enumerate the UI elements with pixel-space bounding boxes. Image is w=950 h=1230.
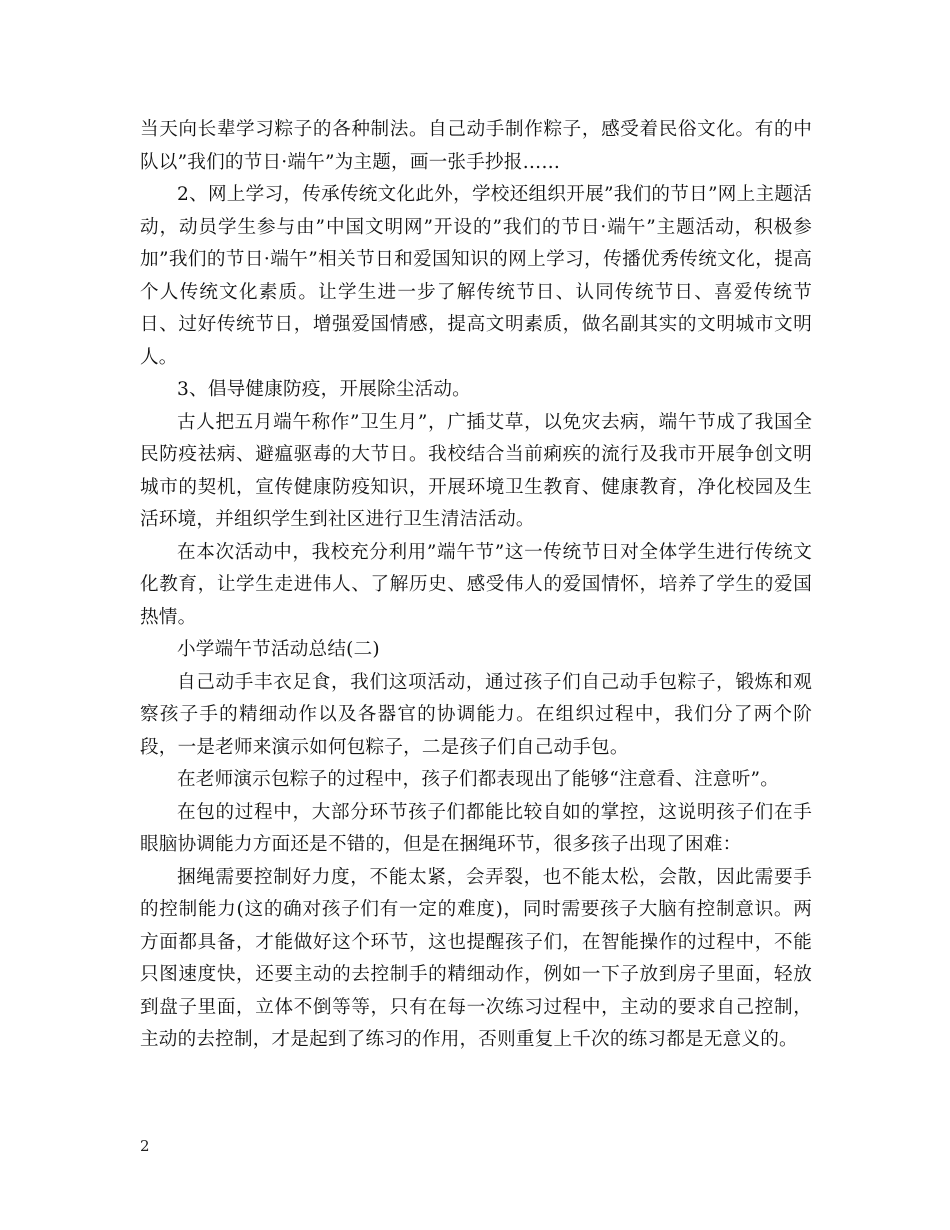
paragraph-process: 在包的过程中，大部分环节孩子们都能比较自如的掌控，这说明孩子们在手眼脑协调能力方面还是不错的，但是在捆绳环节，很多孩子出现了困难： [140,801,812,855]
paragraph-demo: 在老师演示包粽子的过程中，孩子们都表现出了能够“注意看、注意听”。 [177,769,780,790]
paragraph-rope-tying: 捆绳需要控制好力度，不能太紧，会弄裂，也不能太松，会散，因此需要手的控制能力(这的确对孩子们有一定的难度)，同时需要孩子大脑有控制意识。两方面都具备，才能做好这个环节，这也提醒孩子们，在智能操作的过程中，不能只图速度快，还要主动的去控制手的精细动作，例如一下子放到房子里面，轻放到盘子里面，立体不倒等等，只有在每一次练习过程中，主动的要求自己控制，主动的去控制，才是起到了练习的作用，否则重复上千次的练习都是无意义的。 [140,866,812,1050]
paragraph-online-learning: 2、网上学习，传承传统文化此外，学校还组织开展”我们的节日”网上主题活动，动员学生参与由”中国文明网”开设的”我们的节日·端午”主题活动，积极参加”我们的节日·端午”相关节日和爱国知识的网上学习，传播优秀传统文化，提高个人传统文化素质。让学生进一步了解传统节日、认同传统节日、喜爱传统节日、过好传统节日，增强爱国情感，提高文明素质，做名副其实的文明城市文明人。 [140,184,812,368]
page-number: 2 [140,1137,150,1155]
body-text [140,114,812,1057]
paragraph-health-heading: 3、倡导健康防疫，开展除尘活动。 [177,379,471,400]
paragraph-conclusion: 在本次活动中，我校充分利用”端午节”这一传统节日对全体学生进行传统文化教育，让学生走进伟人、了解历史、感受伟人的爱国情怀，培养了学生的爱国热情。 [140,541,812,628]
paragraph-health-body: 古人把五月端午称作”卫生月”，广插艾草，以免灾去病，端午节成了我国全民防疫祛病、避瘟驱毒的大节日。我校结合当前痢疾的流行及我市开展争创文明城市的契机，宣传健康防疫知识，开展环境卫生教育、健康教育，净化校园及生活环境，并组织学生到社区进行卫生清洁活动。 [140,411,812,530]
paragraph-continuation: 当天向长辈学习粽子的各种制法。自己动手制作粽子，感受着民俗文化。有的中队以”我们的节日·端午”为主题，画一张手抄报…… [140,119,812,173]
paragraph-activity-intro: 自己动手丰衣足食，我们这项活动，通过孩子们自己动手包粽子，锻炼和观察孩子手的精细动作以及各器官的协调能力。在组织过程中，我们分了两个阶段，一是老师来演示如何包粽子，二是孩子们自己动手包。 [140,671,812,758]
section-title: 小学端午节活动总结(二) [177,639,380,660]
